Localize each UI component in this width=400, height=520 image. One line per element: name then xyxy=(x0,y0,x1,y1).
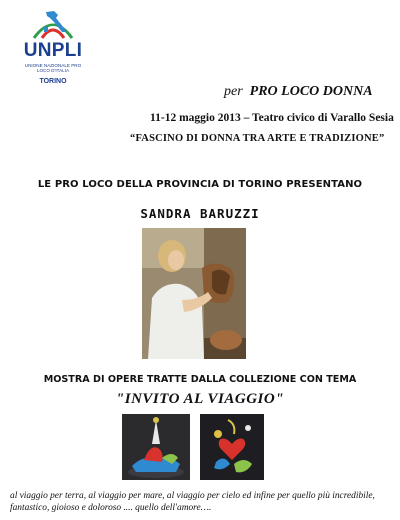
logo-subtitle: UNIONE NAZIONALE PRO LOCO D'ITALIA xyxy=(24,63,82,74)
artist-photo xyxy=(142,228,246,359)
unpli-logo xyxy=(20,8,86,92)
organization: PRO LOCO DONNA xyxy=(249,84,373,99)
artist-name: SANDRA BARUZZI xyxy=(140,206,260,221)
italy-map-icon xyxy=(20,8,86,42)
logo-city: TORINO xyxy=(39,78,67,85)
logo-name: UNPLI xyxy=(23,40,83,61)
for-line xyxy=(224,84,373,100)
caption-text: al viaggio per terra, al viaggio per mare, al viaggio per cielo ed infine per quello più incredibile, fantastico, gioioso e doloroso .... quello dell'amore…. xyxy=(10,491,375,513)
event-theme: “FASCINO DI DONNA TRA ARTE E TRADIZIONE” xyxy=(130,133,385,144)
artwork-image-2 xyxy=(200,414,264,480)
exhibit-heading: MOSTRA DI OPERE TRATTE DALLA COLLEZIONE CON TEMA xyxy=(43,374,357,385)
exhibit-title: "INVITO AL VIAGGIO" xyxy=(115,391,285,407)
presents-heading: LE PRO LOCO DELLA PROVINCIA DI TORINO PRESENTANO xyxy=(37,179,363,190)
for-word: per xyxy=(224,84,243,99)
artwork-image-1 xyxy=(122,414,190,480)
dates-venue: 11-12 maggio 2013 – Teatro civico di Varallo Sesia xyxy=(150,112,394,124)
